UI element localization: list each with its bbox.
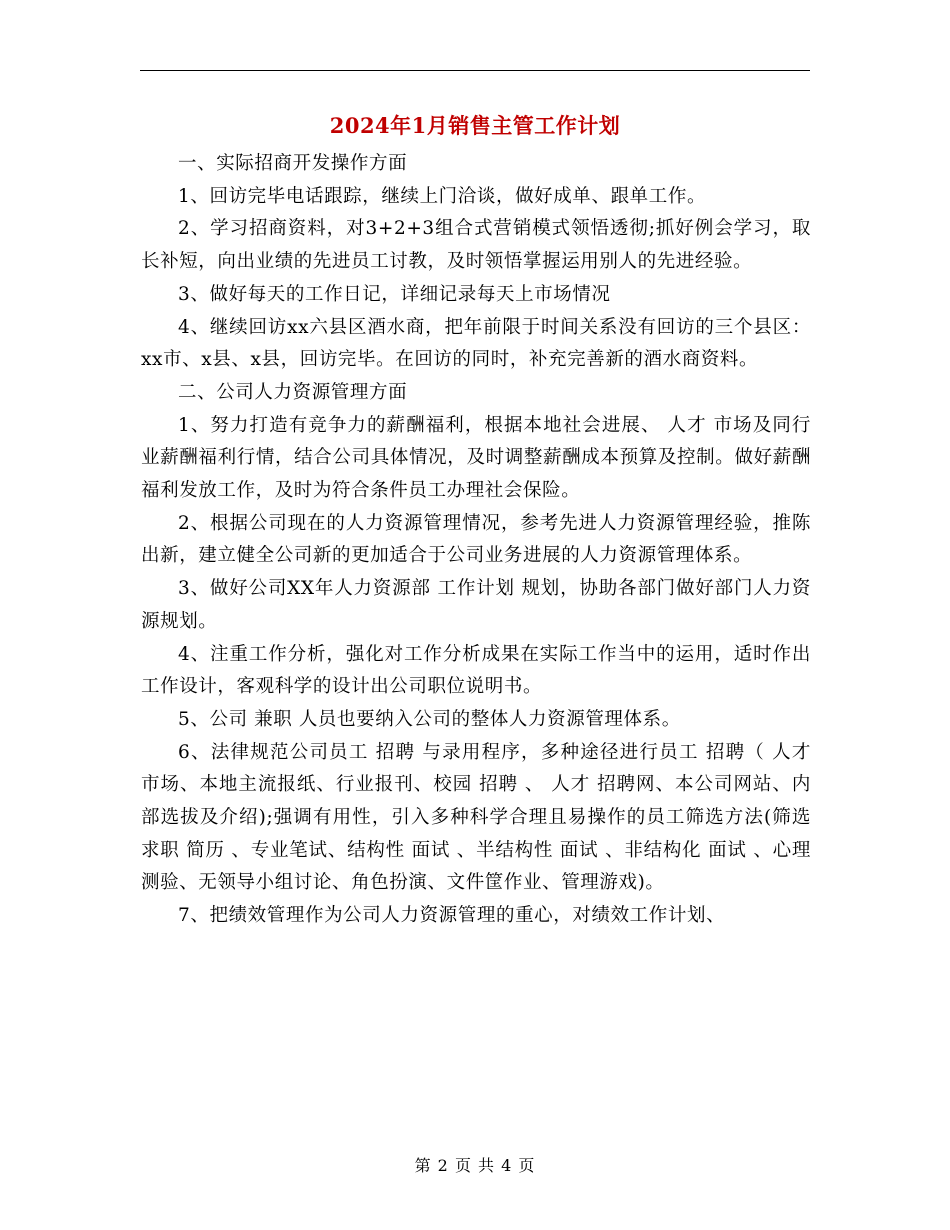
paragraph: 4、注重工作分析，强化对工作分析成果在实际工作当中的运用，适时作出工作设计，客观科学的设计出公司职位说明书。: [141, 643, 811, 698]
paragraph: 1、回访完毕电话跟踪，继续上门洽谈，做好成单、跟单工作。: [178, 185, 707, 207]
header-rule: [140, 70, 810, 71]
paragraph: 3、做好公司XX年人力资源部 工作计划 规划，协助各部门做好部门人力资源规划。: [141, 578, 811, 632]
paragraph: 6、法律规范公司员工 招聘 与录用程序，多种途径进行员工 招聘（ 人才 市场、本地主流报纸、行业报刊、校园 招聘 、 人才 招聘网、本公司网站、内部选拔及介绍);强调有用性，引入多种科学合理且易操作的员工筛选方法(筛选 求职 简历 、专业笔试、结构性 面试 、半结构性 面试 、非结构化 面试 、心理测验、无领导小组讨论、角色扮演、文件筐作业、管理游戏)。: [141, 741, 811, 894]
document-body: [141, 148, 811, 933]
page-footer: [0, 1153, 950, 1176]
paragraph: 5、公司 兼职 人员也要纳入公司的整体人力资源管理体系。: [178, 708, 681, 730]
page-number: 第 2 页 共 4 页: [414, 1156, 536, 1175]
paragraph: 4、继续回访xx六县区酒水商，把年前限于时间关系没有回访的三个县区：xx市、x县、x县，回访完毕。在回访的同时，补充完善新的酒水商资料。: [141, 316, 811, 371]
paragraph: 2、根据公司现在的人力资源管理情况，参考先进人力资源管理经验，推陈出新，建立健全公司新的更加适合于公司业务进展的人力资源管理体系。: [141, 512, 811, 567]
document-title: 2024年1月销售主管工作计划: [329, 113, 621, 138]
paragraph: 1、努力打造有竞争力的薪酬福利，根据本地社会进展、 人才 市场及同行业薪酬福利行情，结合公司具体情况，及时调整薪酬成本预算及控制。做好薪酬福利发放工作，及时为符合条件员工办理社会保险。: [141, 414, 811, 502]
paragraph: 2、学习招商资料，对3+2+3组合式营销模式领悟透彻;抓好例会学习，取长补短，向出业绩的先进员工讨教，及时领悟掌握运用别人的先进经验。: [141, 218, 811, 273]
section-heading-1: 一、实际招商开发操作方面: [178, 153, 408, 174]
paragraph: 7、把绩效管理作为公司人力资源管理的重心，对绩效工作计划、: [178, 905, 726, 927]
section-heading-2: 二、公司人力资源管理方面: [178, 381, 408, 403]
paragraph: 3、做好每天的工作日记，详细记录每天上市场情况: [178, 283, 611, 305]
